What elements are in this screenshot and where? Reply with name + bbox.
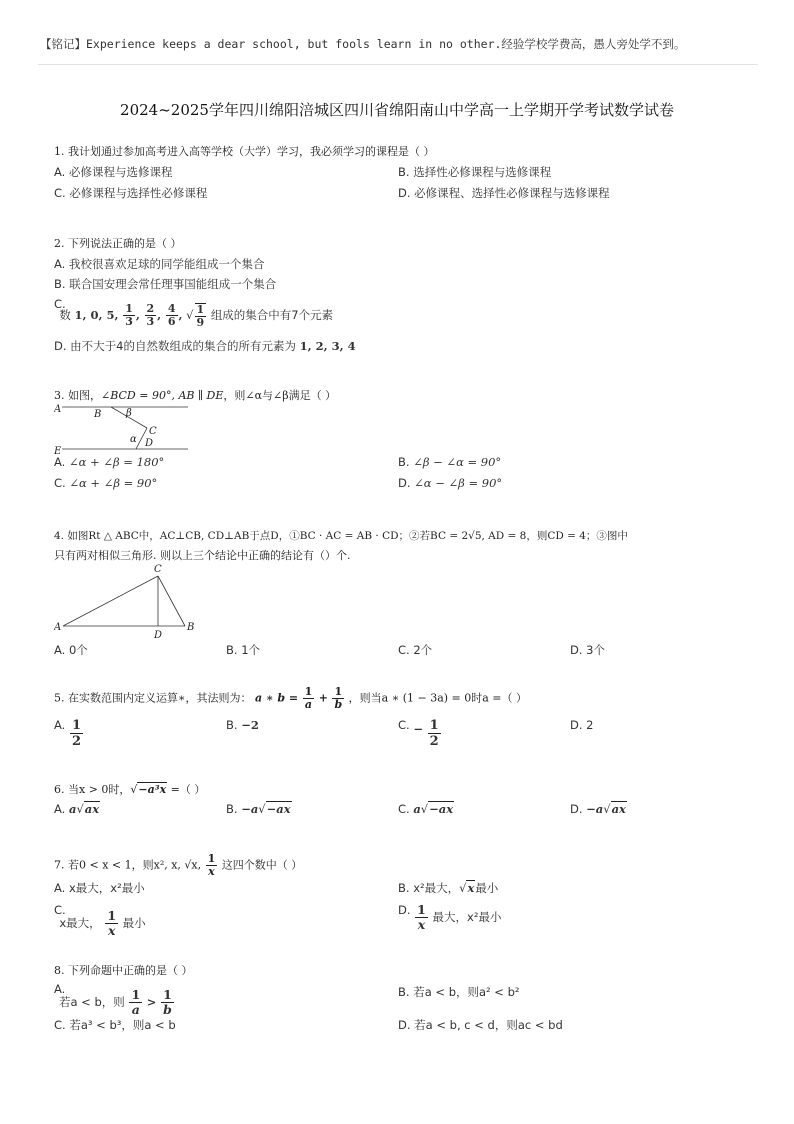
option-label: A. (54, 718, 66, 732)
question-8-option-b[interactable]: B. 若a < b，则a² < b² (398, 985, 520, 999)
header-motto: 【铭记】Experience keeps a dear school, but fools learn in no other.经验学校学费高，愚人旁处学不到。 (40, 37, 686, 51)
label-b: B (94, 409, 102, 420)
fraction-1-x: $\frac{1}{x}$ (207, 852, 216, 878)
question-6-option-b[interactable]: B. −a√−ax (226, 802, 291, 816)
option-math: −2 (241, 718, 259, 732)
fraction-1-2: $\frac{1}{2}$ (71, 718, 82, 749)
question-3-option-a[interactable]: A. ∠α + ∠β = 180° (54, 455, 165, 469)
fraction-2-3: $\frac{2}{3}$ (146, 302, 155, 328)
question-7-option-c[interactable]: C. x最大， $\frac{1}{x}$ 最小 (54, 903, 146, 938)
header-divider (38, 64, 758, 65)
question-2-stem: 2. 下列说法正确的是（ ） (54, 237, 182, 250)
question-1-stem: 1. 我计划通过参加高考进入高等学校（大学）学习，我必须学习的课程是（ ） (54, 145, 435, 158)
question-6-option-a[interactable]: A. a√ax (54, 802, 100, 816)
stem-text-tail: 这四个数中（ ） (221, 858, 303, 872)
label-e: E (54, 446, 62, 456)
question-8-stem: 8. 下列命题中正确的是（ ） (54, 964, 193, 977)
label-b: B (187, 622, 195, 633)
question-2-option-a[interactable]: A. 我校很喜欢足球的同学能组成一个集合 (54, 257, 265, 271)
question-1-option-d[interactable]: D. 必修课程、选择性必修课程与选修课程 (398, 186, 610, 200)
stem-text-tail: ，则当a ∗ (1 − 3a) = 0时a =（ ） (348, 691, 528, 705)
stem-text: 3. 如图， (54, 389, 101, 402)
question-4-option-c[interactable]: C. 2个 (398, 643, 433, 657)
label-a: A (54, 622, 62, 633)
question-4-option-b[interactable]: B. 1个 (226, 643, 261, 657)
question-2-option-c[interactable]: C. 数 1, 0, 5, $\frac{1}{3}$ , $\frac{2}{3}$ , $\frac{4}{6}$ , √ $\frac{1}{9}$ 组成的集合中有7个元素 (54, 297, 334, 329)
question-1-option-c[interactable]: C. 必修课程与选择性必修课程 (54, 186, 208, 200)
question-4-stem-line-1: 4. 如图Rt △ ABC中，AC⊥CB, CD⊥AB于点D，①BC · AC = AB · CD；②若BC = 2√5, AD = 8，则CD = 4；③图中 (54, 530, 628, 542)
question-7-option-b[interactable]: B. x²最大，√x最小 (398, 881, 499, 895)
question-5-stem (54, 686, 744, 711)
option-text: D. 由不大于4的自然数组成的集合的所有元素为 (54, 339, 296, 353)
fraction-1-3: $\frac{1}{3}$ (125, 302, 133, 328)
fraction-1-b: $\frac{1}{b}$ (334, 685, 343, 711)
option-label: B. (226, 718, 238, 732)
question-5-option-c[interactable] (398, 718, 442, 749)
question-5-option-d[interactable]: D. 2 (570, 718, 594, 732)
question-1-option-a[interactable]: A. 必修课程与选修课程 (54, 165, 173, 179)
label-beta: β (126, 408, 132, 419)
figure-parallel-lines (54, 400, 194, 456)
sqrt-1-9: √ $\frac{1}{9}$ (186, 303, 205, 329)
question-7-option-d[interactable]: D. $\frac{1}{x}$ 最大，x²最小 (398, 902, 502, 932)
stem-text-tail: =（ ） (167, 783, 206, 796)
stem-text: 7. 若0 < x < 1，则x², x, √x, (54, 858, 202, 872)
label-d: D (145, 438, 154, 449)
figure-right-triangle (54, 562, 204, 640)
question-5-option-a[interactable] (54, 718, 84, 749)
question-8-option-d[interactable]: D. 若a < b, c < d，则ac < bd (398, 1018, 563, 1032)
question-6-stem (54, 781, 744, 797)
question-3-option-b[interactable]: B. ∠β − ∠α = 90° (398, 455, 502, 469)
stem-text: 5. 在实数范围内定义运算∗，其法则为： (54, 691, 252, 705)
option-label: C. (398, 718, 410, 732)
math-set: 1, 2, 3, 4 (299, 339, 356, 353)
fraction-1-2: $\frac{1}{2}$ (429, 718, 439, 749)
stem-math: a ∗ b = (254, 691, 299, 705)
label-c: C (149, 426, 157, 437)
fraction-4-6: $\frac{4}{6}$ (167, 302, 176, 328)
question-4-stem-line-2: 只有两对相似三角形. 则以上三个结论中正确的结论有（）个. (54, 549, 351, 562)
segment-ac (63, 576, 158, 626)
question-6-option-d[interactable]: D. −a√ax (570, 802, 626, 816)
page-title: 2024~2025学年四川绵阳涪城区四川省绵阳南山中学高一上学期开学考试数学试卷 (120, 101, 674, 119)
label-a: A (54, 404, 62, 415)
question-4-option-a[interactable]: A. 0个 (54, 643, 88, 657)
label-c: C (154, 564, 162, 575)
question-5-option-b[interactable] (226, 718, 259, 732)
minus-sign: − (413, 722, 423, 736)
question-7-option-a[interactable]: A. x最大，x²最小 (54, 881, 145, 895)
option-text: 数 (59, 308, 71, 322)
question-8-option-a[interactable]: A. 若a < b，则 $\frac{1}{a}$ > $\frac{1}{b}$ (54, 982, 172, 1017)
question-4-option-d[interactable]: D. 3个 (570, 643, 605, 657)
label-d: D (154, 630, 163, 640)
question-2-option-b[interactable]: B. 联合国安理会常任理事国能组成一个集合 (54, 277, 277, 291)
question-2-option-d[interactable] (54, 338, 356, 354)
stem-text: 6. 当x > 0时， (54, 783, 131, 796)
question-3-option-d[interactable]: D. ∠α − ∠β = 90° (398, 476, 503, 490)
option-label: C. (54, 297, 66, 311)
plus-sign: + (318, 691, 328, 705)
label-alpha: α (130, 434, 137, 445)
question-8-option-c[interactable]: C. 若a³ < b³，则a < b (54, 1018, 176, 1032)
sqrt-expression: √−a³x (130, 783, 167, 796)
fraction-1-a: $\frac{1}{a}$ (304, 685, 313, 711)
stem-text-tail: ，则∠α与∠β满足（ ） (223, 389, 337, 402)
question-7-stem (54, 853, 744, 878)
question-3-option-c[interactable]: C. ∠α + ∠β = 90° (54, 476, 158, 490)
stem-math: ∠BCD = 90°, AB ∥ DE (101, 389, 224, 402)
math-numbers: 1, 0, 5, (74, 308, 119, 322)
question-6-option-c[interactable]: C. a√−ax (398, 802, 454, 816)
segment-cb (158, 576, 185, 626)
option-text-tail: 组成的集合中有7个元素 (210, 308, 334, 322)
question-1-option-b[interactable]: B. 选择性必修课程与选修课程 (398, 165, 552, 179)
